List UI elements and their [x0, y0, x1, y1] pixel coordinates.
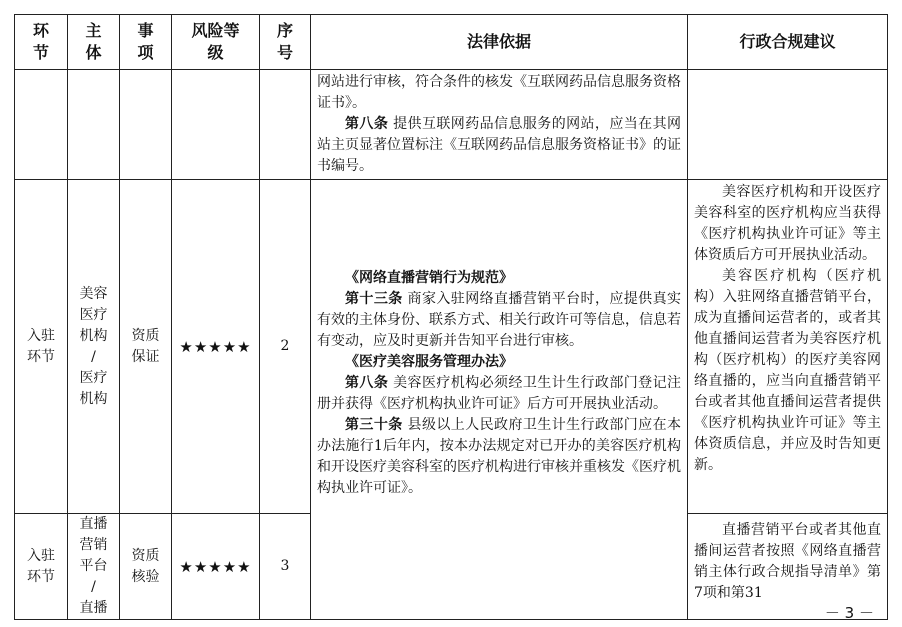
- article-label: 第三十条: [345, 417, 403, 433]
- header-subject: 主 体: [68, 15, 120, 70]
- number-cell: 3: [260, 514, 311, 620]
- header-number: 序 号: [260, 15, 311, 70]
- law-cell: [311, 180, 688, 620]
- number-cell: 2: [260, 180, 311, 514]
- document-page: [14, 14, 887, 614]
- law-title: 《网络直播营销行为规范》: [345, 270, 513, 286]
- table-row: [15, 70, 888, 180]
- advice-text: 美容医疗机构（医疗机构）入驻网络直播营销平台，成为直播间运营者的，或者其他直播间运营者为美容医疗机构（医疗机构）的医疗美容网络直播的，应当向直播营销平台或者其他直播间运营者提供《医疗机构执业许可证》等主体资质信息，并应及时告知更新。: [694, 268, 881, 473]
- stage-cell: 入驻 环节: [15, 514, 68, 620]
- article-label: 第八条: [345, 116, 389, 132]
- article-text: 县级以上人民政府卫生计生行政部门应在本办法施行1后年内，按本办法规定对已开办的美容医疗机构和开设医疗美容科室的医疗机构进行审核并重核发《医疗机构执业许可证》。: [317, 417, 682, 496]
- stage-cell: 入驻 环节: [15, 180, 68, 514]
- advice-cell: [688, 70, 888, 180]
- law-cell: [311, 70, 688, 180]
- page-number: － 3 －: [824, 604, 874, 622]
- article-label: 第八条: [345, 375, 389, 391]
- law-title: 《医疗美容服务管理办法》: [345, 354, 513, 370]
- header-law: 法律依据: [311, 15, 688, 70]
- header-item: 事 项: [120, 15, 172, 70]
- article-text: 美容医疗机构必须经卫生计生行政部门登记注册并获得《医疗机构执业许可证》后方可开展执业活动。: [317, 375, 682, 412]
- article-text: 提供互联网药品信息服务的网站，应当在其网站主页显著位置标注《互联网药品信息服务资格证书》的证书编号。: [317, 116, 682, 174]
- law-text: 网站进行审核，符合条件的核发《互联网药品信息服务资格证书》。: [317, 74, 681, 111]
- advice-text: 直播营销平台或者其他直播间运营者按照《网络直播营销主体行政合规指导清单》第7项和第31: [694, 522, 881, 601]
- advice-text: 美容医疗机构和开设医疗美容科室的医疗机构应当获得《医疗机构执业许可证》等主体资质后方可开展执业活动。: [694, 184, 881, 263]
- risk-cell: [172, 70, 260, 180]
- header-row: [15, 15, 888, 70]
- header-stage: 环 节: [15, 15, 68, 70]
- advice-cell: [688, 180, 888, 514]
- item-cell: [120, 70, 172, 180]
- header-advice: 行政合规建议: [688, 15, 888, 70]
- number-cell: [260, 70, 311, 180]
- item-cell: 资质 保证: [120, 180, 172, 514]
- compliance-table: [14, 14, 888, 620]
- table-row: [15, 180, 888, 514]
- subject-cell: [68, 70, 120, 180]
- subject-cell: 美容 医疗 机构 / 医疗 机构: [68, 180, 120, 514]
- law-article: [317, 289, 681, 352]
- subject-cell: 直播 营销 平台 / 直播: [68, 514, 120, 620]
- stage-cell: [15, 70, 68, 180]
- item-cell: 资质 核验: [120, 514, 172, 620]
- law-article: [317, 114, 681, 177]
- article-text: 商家入驻网络直播营销平台时，应提供真实有效的主体身份、联系方式、相关行政许可等信息，信息若有变动，应及时更新并告知平台进行审核。: [317, 291, 682, 349]
- law-article: [317, 373, 681, 415]
- risk-stars: ★★★★★: [172, 514, 260, 620]
- article-label: 第十三条: [345, 291, 403, 307]
- header-risk: 风险等 级: [172, 15, 260, 70]
- law-article: [317, 415, 681, 499]
- risk-stars: ★★★★★: [172, 180, 260, 514]
